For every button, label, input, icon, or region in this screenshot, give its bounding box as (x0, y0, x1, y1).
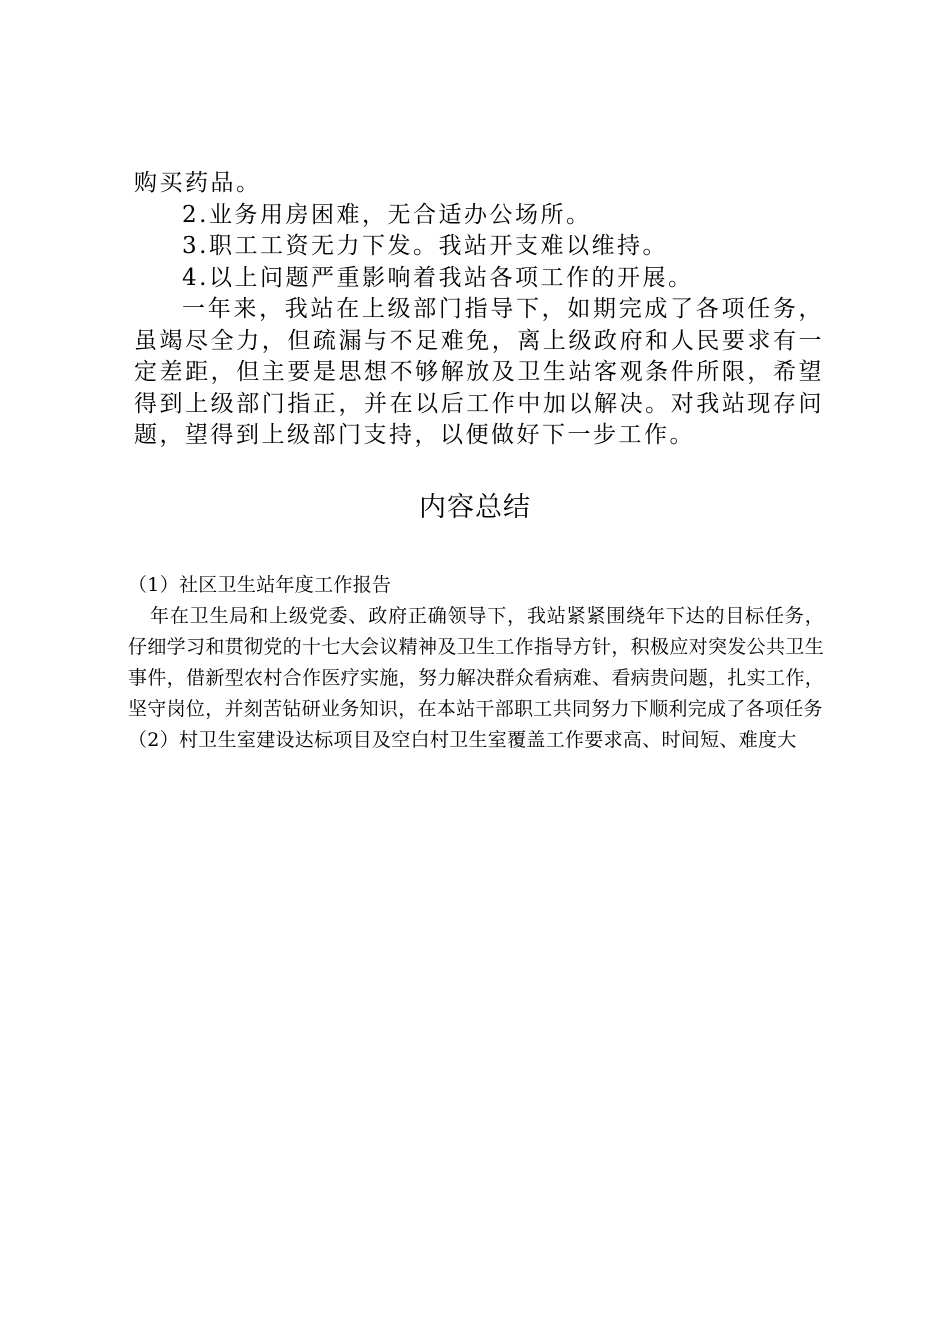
summary-section (128, 570, 824, 756)
summary-item-1-heading: （1）社区卫生站年度工作报告 (128, 574, 392, 596)
body-item-2: 2.业务用房困难，无合适办公场所。 (182, 201, 592, 228)
summary-item-1-body: 年在卫生局和上级党委、政府正确领导下，我站紧紧围绕年下达的目标任务，仔细学习和贯彻党的十七大会议精神及卫生工作指导方针，积极应对突发公共卫生事件，借新型农村合作医疗实施，努力解决群众看病难、看病贵问题，扎实工作，坚守岗位，并刻苦钻研业务知识，在本站干部职工共同努力下顺利完成了各项任务 (128, 605, 824, 720)
body-paragraph-continuation: 购买药品。 (134, 170, 262, 196)
body-item-3: 3.职工工资无力下发。我站开支难以维持。 (182, 233, 668, 259)
body-conclusion-paragraph: 一年来，我站在上级部门指导下，如期完成了各项任务，虽竭尽全力，但疏漏与不足难免，离上级政府和人民要求有一定差距，但主要是思想不够解放及卫生站客观条件所限，希望得到上级部门指正，并在以后工作中加以解决。对我站现存问题，望得到上级部门支持，以便做好下一步工作。 (134, 296, 824, 448)
body-item-4: 4.以上问题严重影响着我站各项工作的开展。 (182, 264, 694, 291)
summary-title: 内容总结 (419, 492, 531, 523)
report-body (134, 168, 824, 452)
summary-item-2: （2）村卫生室建设达标项目及空白村卫生室覆盖工作要求高、时间短、难度大 (128, 729, 797, 751)
